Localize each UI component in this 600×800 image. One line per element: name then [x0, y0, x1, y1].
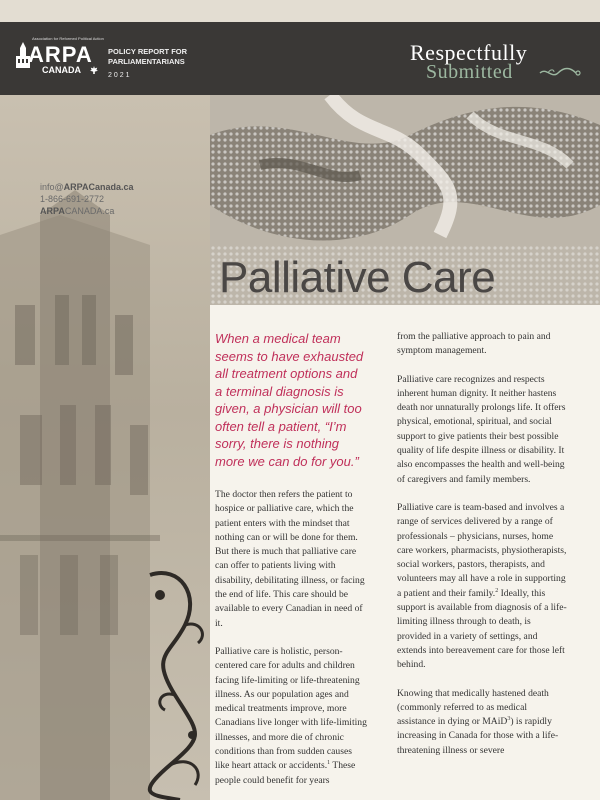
- footnote-ref[interactable]: 1: [327, 760, 331, 767]
- arpa-logo[interactable]: [10, 36, 104, 86]
- report-year: 2021: [108, 72, 132, 79]
- paragraph: from the palliative approach to pain and symptom management.: [397, 331, 551, 357]
- paragraph: The doctor then refers the patient to hospice or palliative care, which the patient enters with the mindset that nothing can or will be done for them. But there is much that palliative care can offer to patients living with disability, debilitating illness, or facing the end of life. This care should be available to every Canadian in need of it.: [215, 489, 365, 629]
- header-top-strip: [0, 0, 600, 22]
- page-title: Palliative Care: [219, 253, 496, 302]
- text-column-left: [215, 330, 367, 800]
- paragraph: Palliative care is holistic, person-centered care for adults and children facing life-limiting or life-threatening illness. As our population ages and medical treatments improve, more Canadians live longer with life-limiting illnesses, and more die of chronic conditions than from sudden causes like heart attack or accidents.$^1$ These people could benefit for years: [215, 645, 367, 786]
- flourish-icon: [538, 66, 582, 80]
- logo-country: CANADA: [42, 65, 81, 75]
- maple-leaf-icon: [90, 66, 98, 74]
- contact-info: [40, 181, 134, 217]
- contact-email[interactable]: info@ARPACanada.ca: [40, 182, 134, 192]
- building-photo: [0, 95, 210, 800]
- contact-website[interactable]: ARPACANADA.ca: [40, 206, 115, 216]
- logo-tagline: Association for Reformed Political Action: [32, 36, 104, 41]
- footnote-ref[interactable]: 2: [495, 587, 499, 594]
- text-column-right: [397, 330, 567, 772]
- footnote-ref[interactable]: 3: [507, 715, 511, 722]
- logo-wordmark: ARPA: [28, 42, 93, 67]
- contact-phone[interactable]: 1-866-691-2772: [40, 194, 105, 204]
- report-type-label: POLICY REPORT FOR PARLIAMENTARIANS: [108, 47, 188, 66]
- paragraph: Palliative care is team-based and involves a range of services delivered by a range of professionals – physicians, nurses, home care workers, pharmacists, physiotherapists, social workers, pastors, therapists, and volunteers may all have a role in supporting a patient and their family.$^2$ Ideally, this support is available from diagnosis of a life-limiting illness through to death, is provided in a variety of settings, and extends into bereavement care for those left behind.: [397, 501, 567, 671]
- series-title-line1: Respectfully: [410, 40, 528, 65]
- page-header: [0, 0, 600, 95]
- paragraph: Palliative care recognizes and respects inherent human dignity. It neither hastens death nor unnaturally prolongs life. It offers physical, emotional, spiritual, and social support to give patients their best possible quality of life despite illness or disability. It also encompasses the health and well-being of caregivers and family members.: [397, 373, 566, 485]
- series-title-line2: Submitted: [426, 61, 513, 83]
- lead-quote: When a medical team seems to have exhausted all treatment options and a terminal diagnosis is given, a physician will too often tell a patient, “I’m sorry, there is nothing more we can do for you.”: [215, 331, 364, 469]
- paragraph: Knowing that medically hastened death (commonly referred to as medical assistance in dying or MAiD$^3$) is rapidly increasing in Canada for those with a life-threatening illness or severe: [397, 687, 559, 756]
